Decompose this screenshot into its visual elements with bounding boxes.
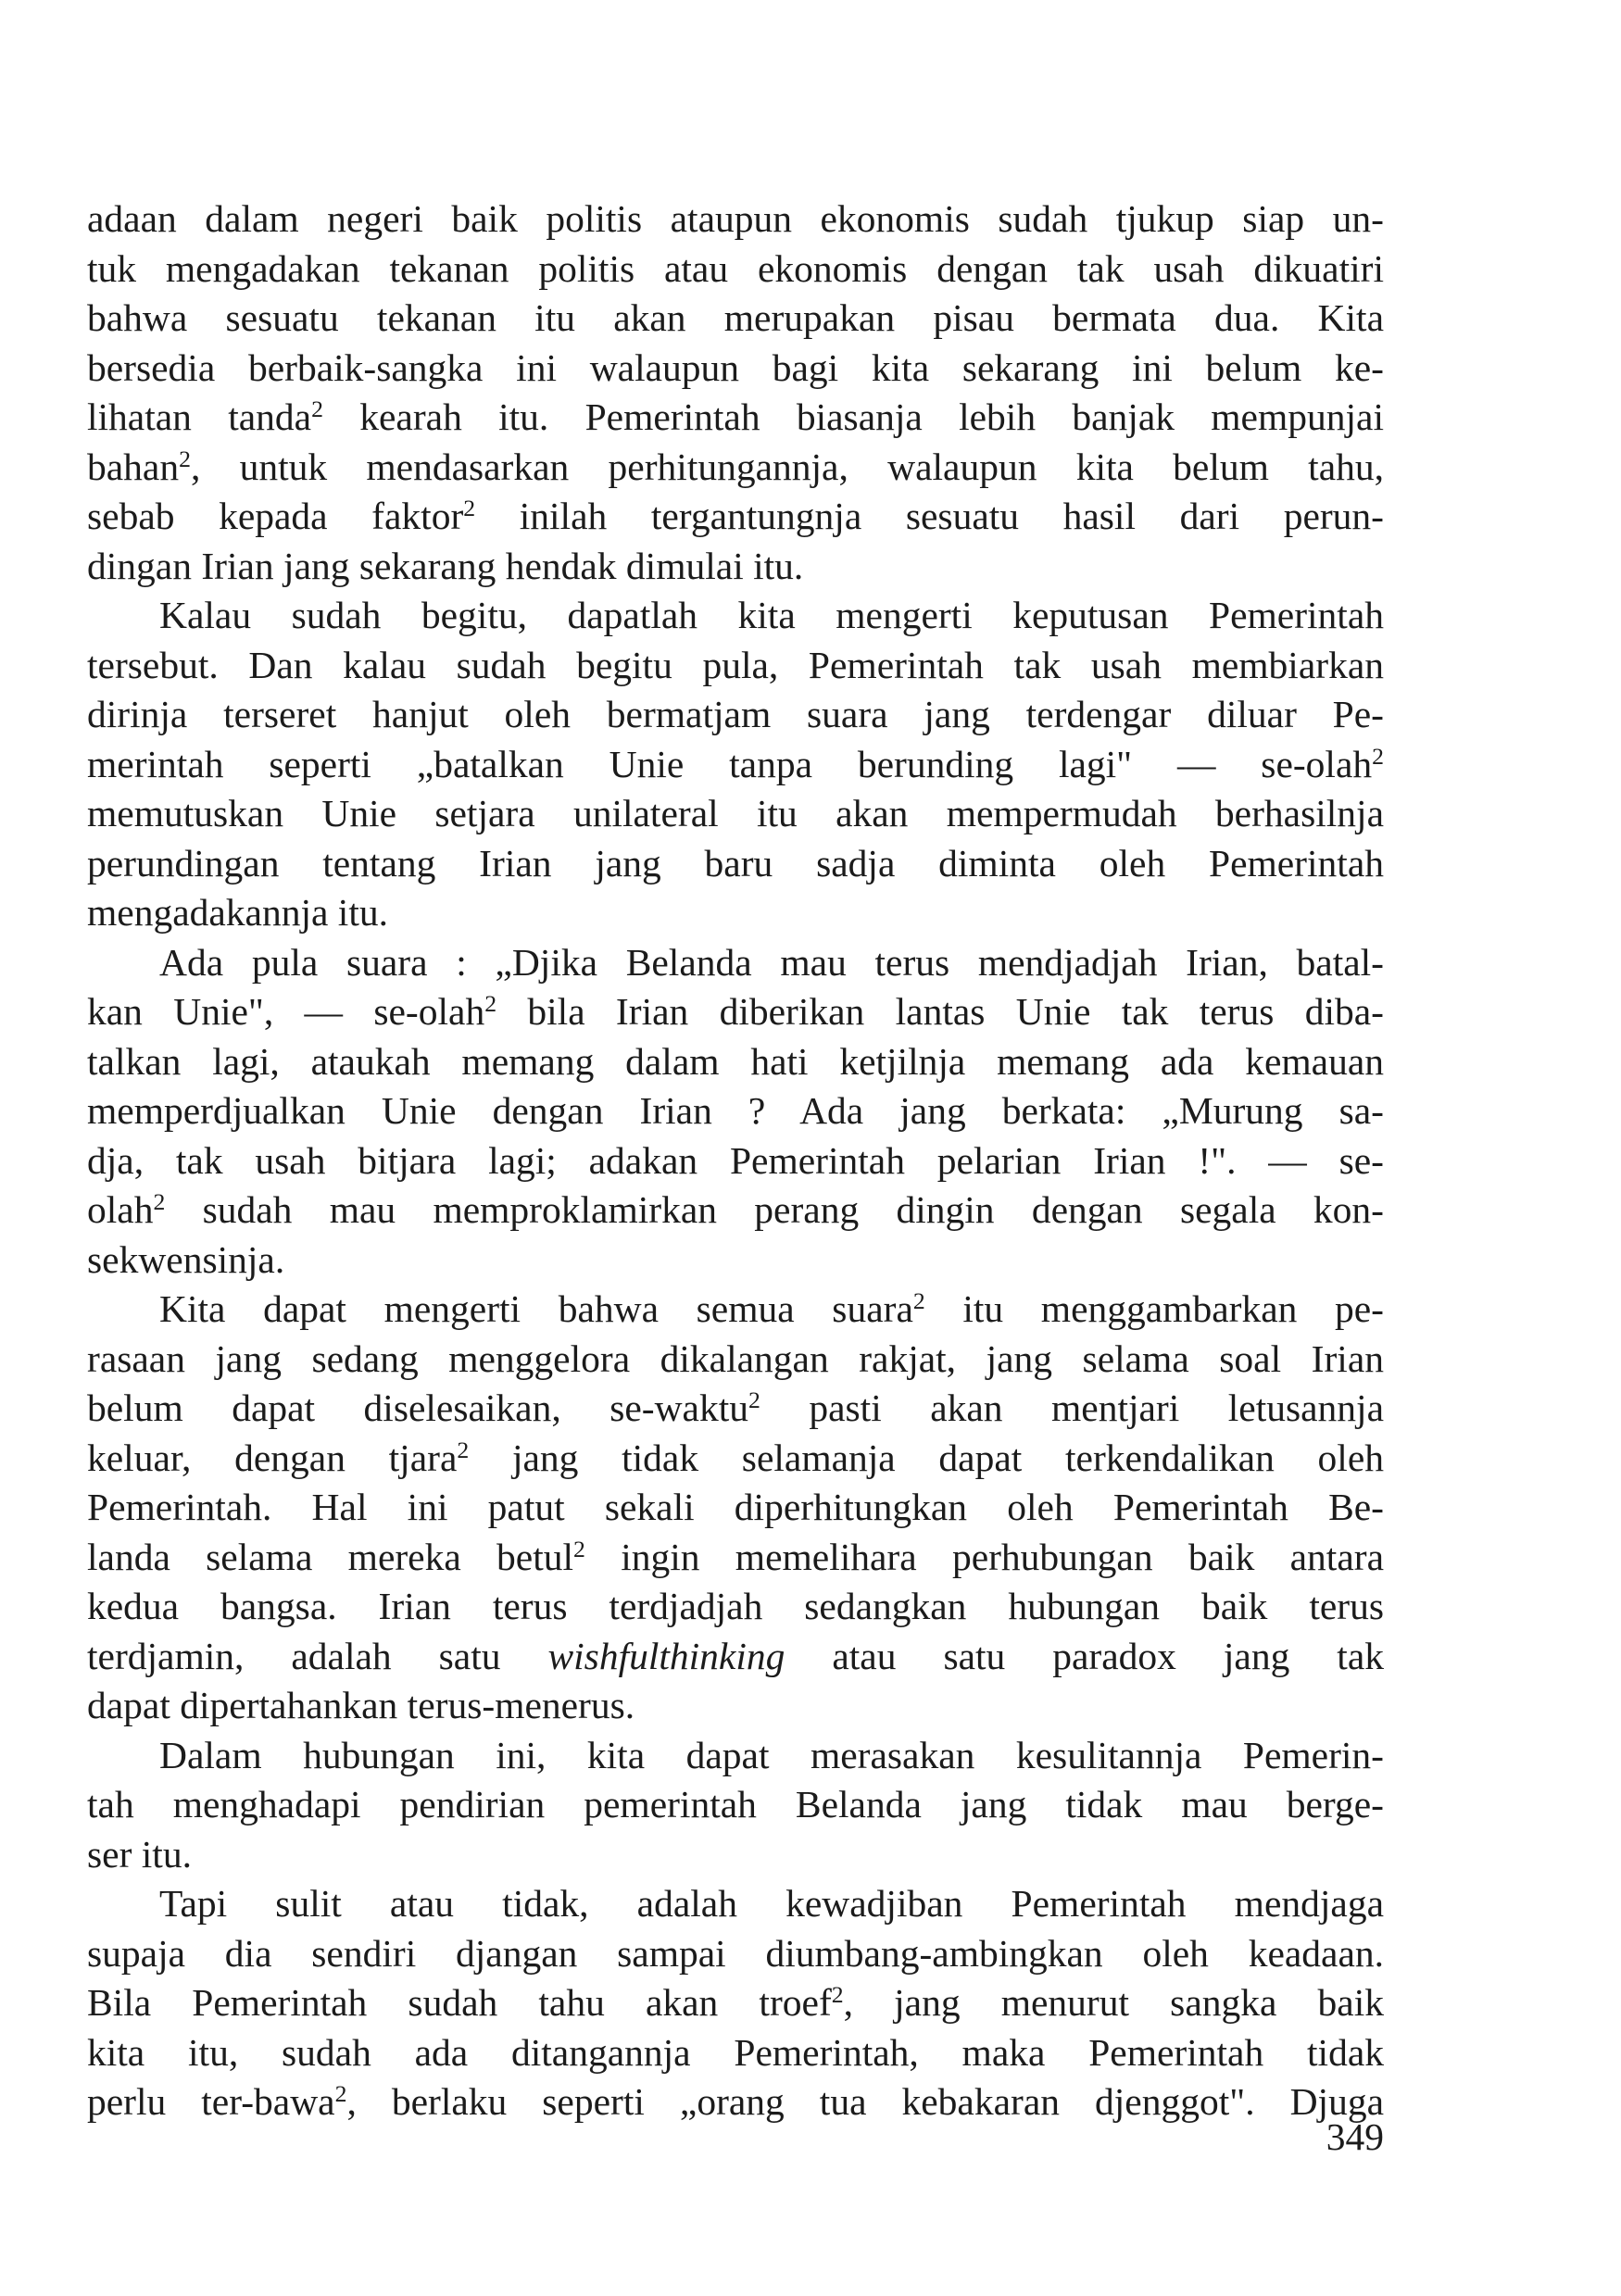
text-segment: Kalau sudah begitu, dapatlah kita mengerti keputusan Pemerintah bbox=[159, 594, 1384, 636]
superscript-repetition-mark: 2 bbox=[334, 2079, 347, 2107]
text-line bbox=[87, 1483, 1384, 1533]
text-line bbox=[87, 1086, 1384, 1136]
text-segment: bahwa sesuatu tekanan itu akan merupakan pisau bermata dua. Kita bbox=[87, 296, 1384, 339]
text-segment: kita itu, sudah ada ditangannja Pemerintah, maka Pemerintah tidak bbox=[87, 2030, 1384, 2074]
text-segment: olah bbox=[87, 1188, 154, 1231]
text-segment: memperdjualkan Unie dengan Irian ? Ada jang berkata: „Murung sa- bbox=[87, 1089, 1384, 1132]
text-segment: landa selama mereka betul bbox=[87, 1535, 574, 1578]
text-segment: mengadakannja itu. bbox=[87, 891, 388, 934]
text-line bbox=[87, 1780, 1384, 1830]
text-line bbox=[87, 492, 1384, 542]
text-line bbox=[87, 1236, 1384, 1286]
text-segment: pasti akan mentjari letusannja bbox=[760, 1386, 1384, 1429]
text-line bbox=[87, 194, 1384, 245]
text-segment: memutuskan Unie setjara unilateral itu akan mempermudah berhasilnja bbox=[87, 792, 1384, 834]
text-line bbox=[87, 690, 1384, 740]
text-segment: atau satu paradox jang tak bbox=[785, 1634, 1385, 1677]
text-line bbox=[87, 839, 1384, 889]
text-line bbox=[87, 1384, 1384, 1434]
superscript-repetition-mark: 2 bbox=[457, 1436, 470, 1463]
text-segment: bersedia berbaik-sangka ini walaupun bagi kita sekarang ini belum ke- bbox=[87, 345, 1384, 389]
text-segment: tuk mengadakan tekanan politis atau ekonomis dengan tak usah dikuatiri bbox=[87, 246, 1384, 290]
text-segment: kearah itu. Pemerintah biasanja lebih banjak mempunjai bbox=[322, 395, 1384, 438]
text-line bbox=[87, 641, 1384, 691]
text-segment: inilah tergantungnja sesuatu hasil dari perun- bbox=[475, 495, 1384, 537]
text-line bbox=[87, 740, 1384, 790]
text-line bbox=[87, 888, 1384, 938]
text-line bbox=[87, 1582, 1384, 1632]
text-line bbox=[87, 1037, 1384, 1087]
superscript-repetition-mark: 2 bbox=[912, 1286, 925, 1314]
text-segment: , untuk mendasarkan perhitungannja, walaupun kita belum tahu, bbox=[190, 445, 1384, 488]
superscript-repetition-mark: 2 bbox=[484, 989, 497, 1017]
text-segment: Ada pula suara : „Djika Belanda mau terus mendjadjah Irian, batal- bbox=[159, 940, 1384, 984]
text-line bbox=[87, 987, 1384, 1037]
text-segment: Kita dapat mengerti bahwa semua suara bbox=[159, 1287, 913, 1330]
text-segment: Bila Pemerintah sudah tahu akan troef bbox=[87, 1981, 832, 2024]
text-segment: dirinja terseret hanjut oleh bermatjam suara jang terdengar diluar Pe- bbox=[87, 693, 1384, 735]
page-number: 349 bbox=[1326, 2115, 1384, 2158]
text-line bbox=[87, 591, 1384, 641]
text-line bbox=[87, 1929, 1384, 1979]
text-segment: talkan lagi, ataukah memang dalam hati ketjilnja memang ada kemauan bbox=[87, 1039, 1384, 1083]
text-segment: kedua bangsa. Irian terus terdjadjah sedangkan hubungan baik terus bbox=[87, 1585, 1384, 1627]
superscript-repetition-mark: 2 bbox=[179, 445, 191, 472]
text-segment: belum dapat diselesaikan, se-waktu bbox=[87, 1386, 749, 1429]
text-line bbox=[87, 393, 1384, 443]
text-segment: lihatan tanda bbox=[87, 395, 312, 438]
text-segment: sudah mau memproklamirkan perang dingin dengan segala kon- bbox=[165, 1188, 1384, 1231]
text-line bbox=[87, 542, 1384, 592]
text-line bbox=[87, 1681, 1384, 1731]
text-line bbox=[87, 1830, 1384, 1880]
text-segment: sekwensinja. bbox=[87, 1237, 285, 1281]
text-segment: Tapi sulit atau tidak, adalah kewadjiban Pemerintah mendjaga bbox=[159, 1882, 1384, 1925]
text-segment: dapat dipertahankan terus-menerus. bbox=[87, 1684, 635, 1726]
text-line bbox=[87, 245, 1384, 295]
text-segment: Dalam hubungan ini, kita dapat merasakan kesulitannja Pemerin- bbox=[159, 1733, 1384, 1776]
text-line bbox=[87, 1186, 1384, 1236]
superscript-repetition-mark: 2 bbox=[311, 395, 323, 422]
text-line bbox=[87, 344, 1384, 394]
text-segment: dja, tak usah bitjara lagi; adakan Pemerintah pelarian Irian !". — se- bbox=[87, 1138, 1384, 1182]
text-line bbox=[87, 1731, 1384, 1781]
text-segment: Pemerintah. Hal ini patut sekali diperhitungkan oleh Pemerintah Be- bbox=[87, 1486, 1384, 1528]
text-segment: ser itu. bbox=[87, 1832, 192, 1876]
text-line bbox=[87, 2028, 1384, 2078]
text-segment: keluar, dengan tjara bbox=[87, 1436, 458, 1479]
text-segment: kan Unie", — se-olah bbox=[87, 990, 485, 1033]
text-segment: jang tidak selamanja dapat terkendalikan oleh bbox=[469, 1436, 1384, 1479]
superscript-repetition-mark: 2 bbox=[573, 1535, 585, 1562]
text-segment: tah menghadapi pendirian pemerintah Belanda jang tidak mau berge- bbox=[87, 1783, 1384, 1826]
text-line bbox=[87, 1434, 1384, 1484]
text-line bbox=[87, 1136, 1384, 1186]
superscript-repetition-mark: 2 bbox=[1372, 742, 1384, 770]
text-line bbox=[87, 1879, 1384, 1929]
text-line bbox=[87, 1978, 1384, 2028]
text-line bbox=[87, 789, 1384, 839]
text-line bbox=[87, 1335, 1384, 1385]
text-line bbox=[87, 2077, 1384, 2127]
text-segment: perlu ter-bawa bbox=[87, 2080, 335, 2123]
text-line bbox=[87, 938, 1384, 988]
text-segment: ingin memelihara perhubungan baik antara bbox=[584, 1535, 1384, 1578]
text-line bbox=[87, 294, 1384, 344]
text-segment: , jang menurut sangka baik bbox=[843, 1981, 1384, 2024]
page-body-text bbox=[87, 194, 1384, 2127]
superscript-repetition-mark: 2 bbox=[463, 494, 476, 521]
text-segment: supaja dia sendiri djangan sampai diumbang-ambingkan oleh keadaan. bbox=[87, 1931, 1384, 1975]
text-line bbox=[87, 443, 1384, 493]
italic-term: wishfulthinking bbox=[547, 1634, 785, 1677]
text-segment: tersebut. Dan kalau sudah begitu pula, Pemerintah tak usah membiarkan bbox=[87, 643, 1384, 686]
text-line bbox=[87, 1533, 1384, 1583]
superscript-repetition-mark: 2 bbox=[831, 1980, 844, 2008]
superscript-repetition-mark: 2 bbox=[153, 1187, 166, 1215]
text-segment: bila Irian diberikan lantas Unie tak terus diba- bbox=[496, 990, 1384, 1033]
text-segment: adaan dalam negeri baik politis ataupun ekonomis sudah tjukup siap un- bbox=[87, 197, 1384, 240]
superscript-repetition-mark: 2 bbox=[748, 1386, 760, 1413]
text-segment: bahan bbox=[87, 445, 180, 488]
text-segment: rasaan jang sedang menggelora dikalangan rakjat, jang selama soal Irian bbox=[87, 1336, 1384, 1380]
text-line bbox=[87, 1632, 1384, 1682]
text-segment: merintah seperti „batalkan Unie tanpa berunding lagi" — se-olah bbox=[87, 742, 1373, 785]
text-segment: , berlaku seperti „orang tua kebakaran djenggot". Djuga bbox=[346, 2080, 1384, 2123]
text-segment: perundingan tentang Irian jang baru sadja diminta oleh Pemerintah bbox=[87, 841, 1384, 885]
text-segment: sebab kepada faktor bbox=[87, 495, 464, 537]
text-line bbox=[87, 1285, 1384, 1335]
text-segment: itu menggambarkan pe- bbox=[924, 1287, 1384, 1330]
text-segment: dingan Irian jang sekarang hendak dimulai itu. bbox=[87, 544, 804, 587]
text-segment: terdjamin, adalah satu bbox=[87, 1634, 548, 1677]
